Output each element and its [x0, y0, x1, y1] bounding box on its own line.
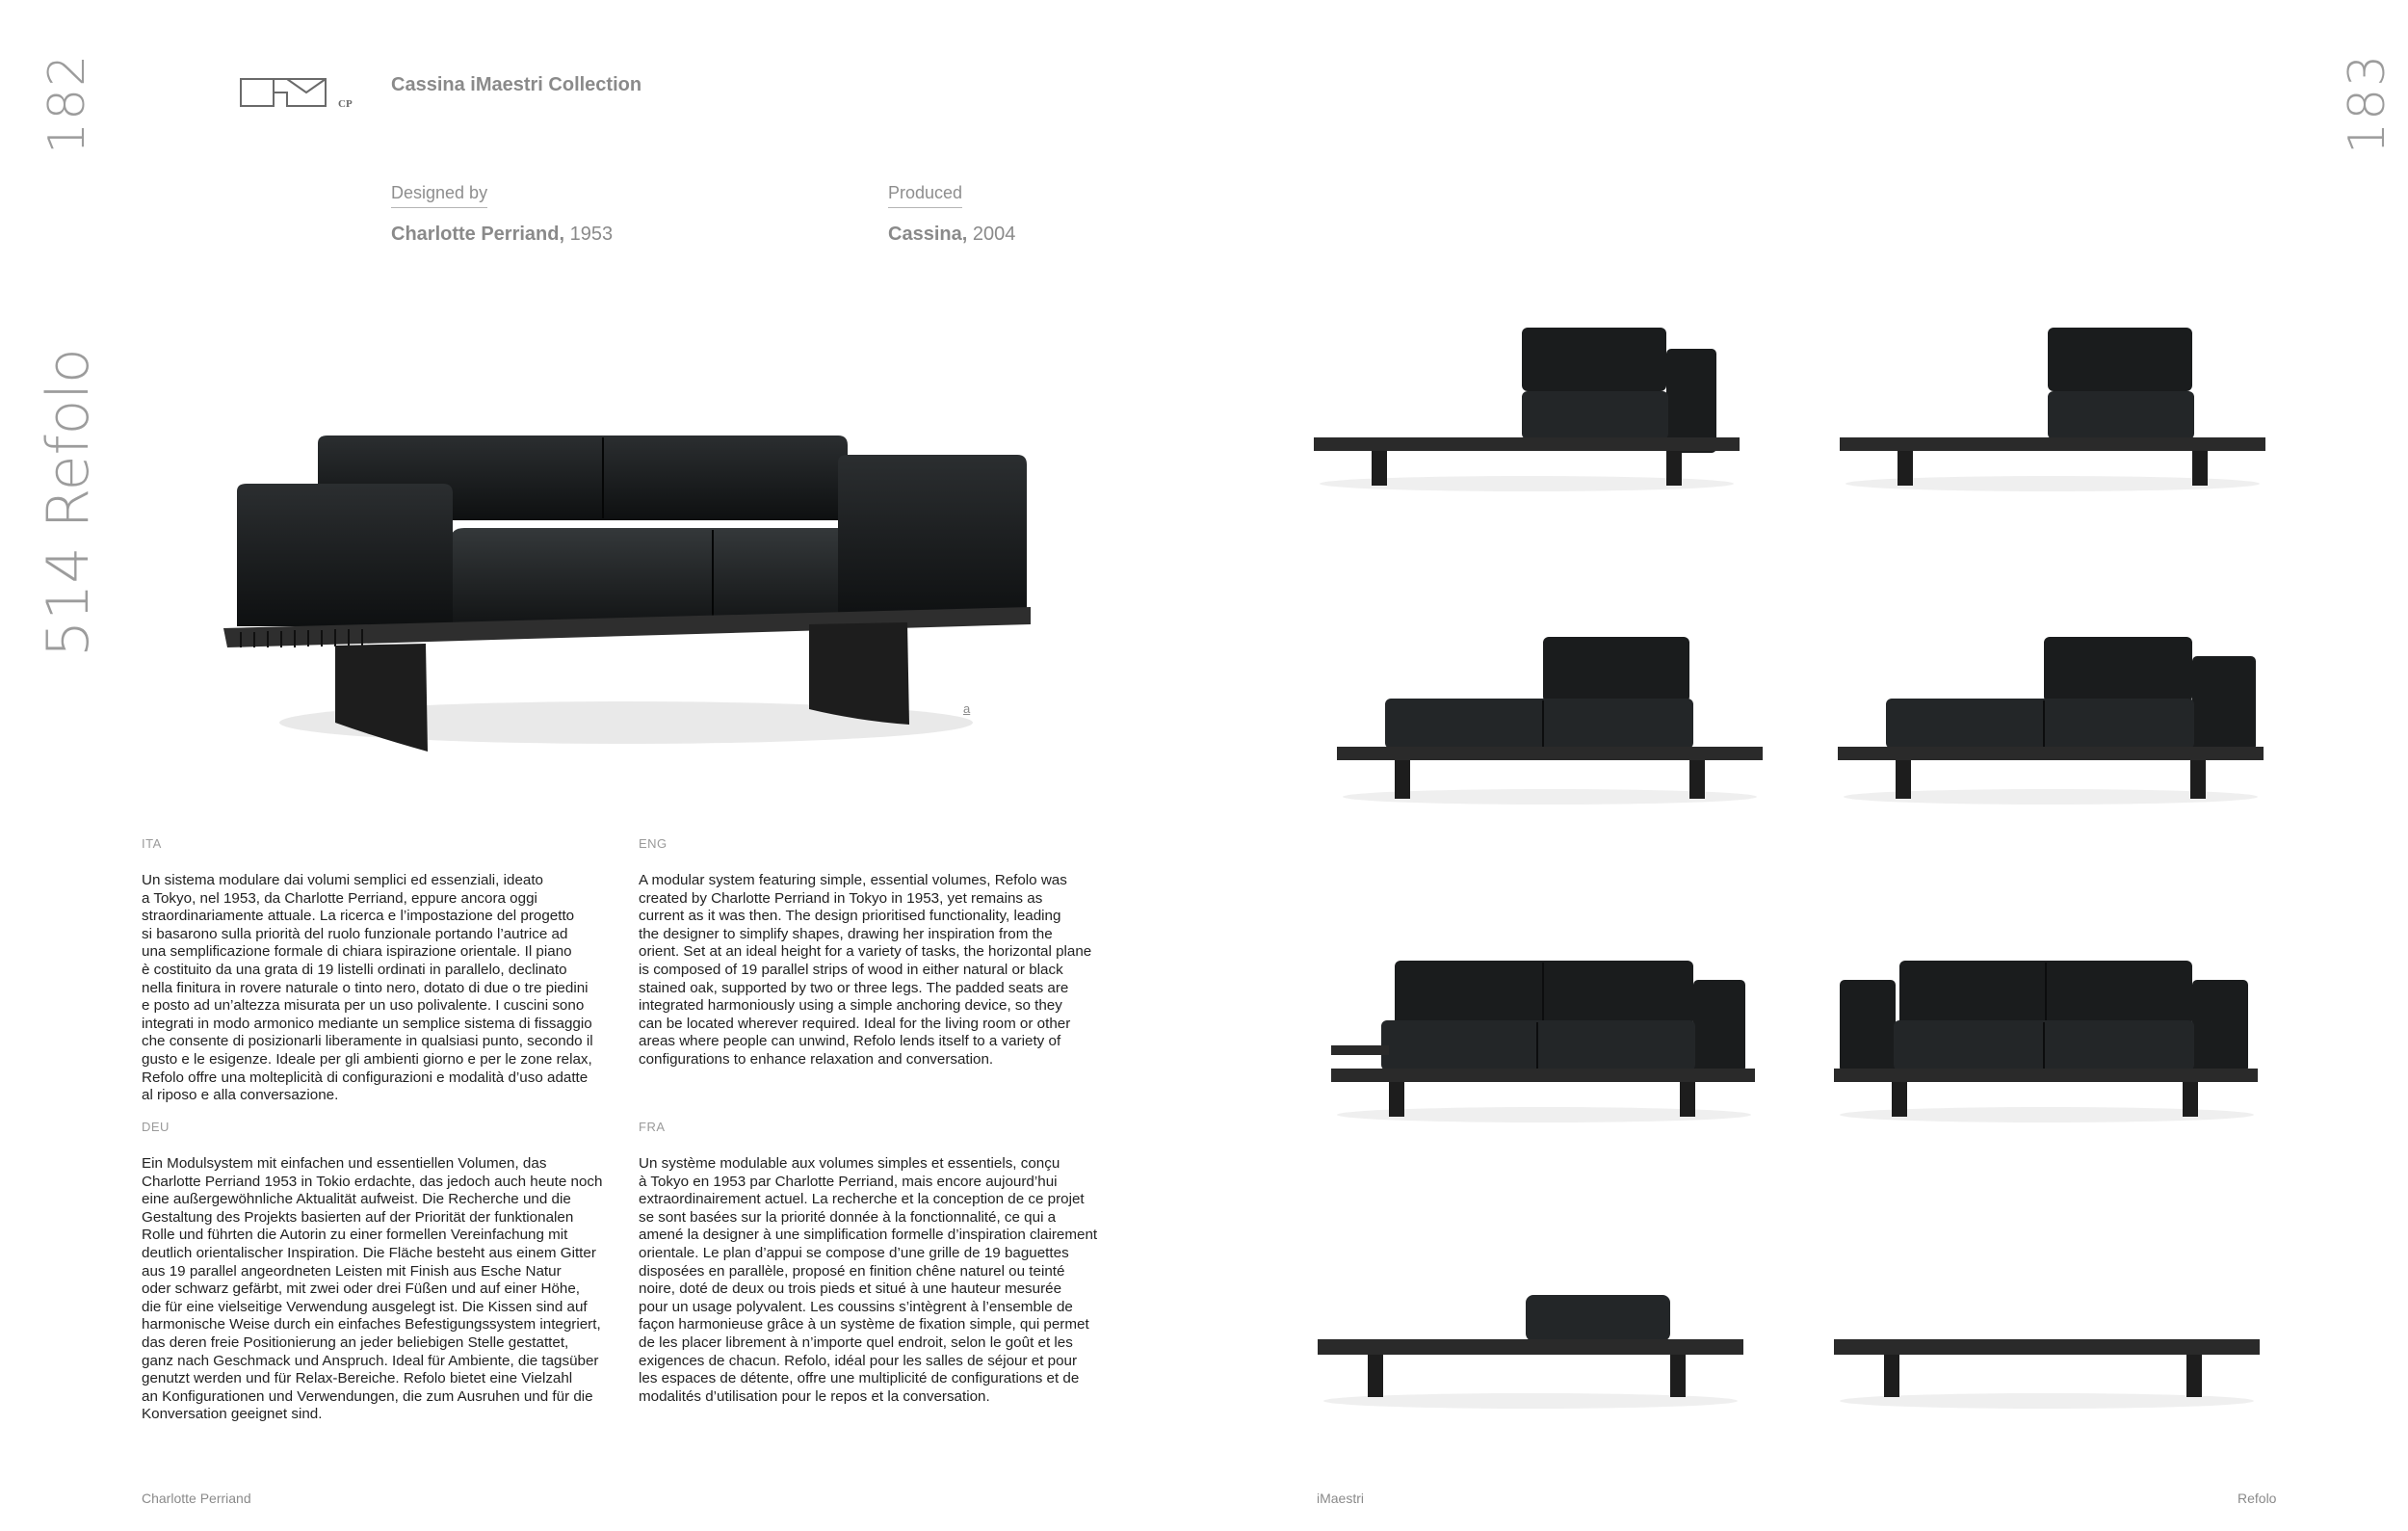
- produced-year: 2004: [972, 224, 1016, 245]
- paragraph-deu: Ein Modulsystem mit einfachen und essentiellen Volumen, das Charlotte Perriand 1953 in Tokio erdachte, das jedoch auch heute noch eine außergewöhnliche Aktualität aufweist. Die Recherche und die Gestaltung des Projekts basierten auf der Priorität der funktionalen Rolle und führten die Autorin zu einer formellen Vereinfachung mit deutlich orientalischer Inspiration. Die Fläche besteht aus einem Gitter aus 19 parallel angeordneten Leisten mit Finish aus Esche Natur oder schwarz gefärbt, mit zwei oder drei Füßen und auf einer Höhe, die für eine vielseitige Verwendung ausgelegt ist. Die Kissen sind auf harmonische Weise durch ein einfaches Befestigungssystem integriert, das deren freie Positionierung an jeder beliebigen Stelle gestattet, ganz nach Geschmack und Anspruch. Ideal für Ambiente, die tagsüber genutzt werden und für Relax-Bereiche. Refolo bietet eine Vielzahl an Konfigurationen und Verwendungen, die zum Ausruhen und für die Konversation geeignet sind.: [142, 1155, 603, 1423]
- text-block-eng: [639, 836, 1120, 1069]
- text-block-ita: [142, 836, 623, 1105]
- designed-by-block: [391, 183, 613, 246]
- paragraph-eng: A modular system featuring simple, essential volumes, Refolo was created by Charlotte Perriand in Tokyo in 1953, yet remains as current as it was then. The design prioritised functionality, leading the designer to simplify shapes, drawing her inspiration from the orient. Set at an ideal height for a variety of tasks, the horizontal plane is composed of 19 parallel strips of wood in either natural or black stained oak, supported by two or three legs. The padded seats are integrated harmoniously using a simple anchoring device, so they can be located wherever required. Ideal for the living room or other areas where people can unwind, Refolo lends itself to a variety of configurations to enhance relaxation and conversation.: [639, 872, 1092, 1068]
- designer-name: Charlotte Perriand,: [391, 224, 565, 245]
- page-number-right: 183: [2339, 52, 2396, 154]
- lang-label-fra: FRA: [639, 1120, 666, 1134]
- config-bench-chair: [1836, 318, 2269, 501]
- footer-center: iMaestri: [1317, 1491, 1365, 1506]
- lang-label-deu: DEU: [142, 1120, 170, 1134]
- producer-value: [888, 224, 1015, 246]
- footer-left: Charlotte Perriand: [142, 1491, 251, 1506]
- produced-block: [888, 183, 1015, 246]
- cp-logo-icon: [239, 71, 335, 112]
- designed-year: 1953: [569, 224, 614, 245]
- text-block-fra: [639, 1120, 1130, 1406]
- lang-label-eng: ENG: [639, 836, 667, 851]
- paragraph-ita: Un sistema modulare dai volumi semplici ed essenziali, ideato a Tokyo, nel 1953, da Charlotte Perriand, eppure ancora oggi straordinariamente attuale. La ricerca e l’impostazione del progetto si basarono sulla priorità del ruolo funzionale portando l’autrice ad una semplificazione formale di chiara ispirazione orientale. Il piano è costituito da una grata di 19 listelli ordinati in parallelo, declinato nella finitura in rovere naturale o tinto nero, dotato di due o tre piedini e posto ad un’altezza misurata per un uso polivalente. I cuscini sono integrati in modo armonico mediante un semplice sistema di fissaggio che consente di posizionarli liberamente in qualsiasi punto, secondo il gusto e le esigenze. Ideale per gli ambienti giorno e per le zone relax, Refolo offre una molteplicità di configurazioni e modalità d’uso adatte al riposo e alla conversazione.: [142, 872, 593, 1104]
- logo-text: CP: [338, 98, 353, 110]
- designer-value: [391, 224, 613, 246]
- config-bench-chair-arm: [1310, 318, 1743, 501]
- text-block-deu: [142, 1120, 623, 1424]
- config-bench-cushion: [1314, 1272, 1747, 1416]
- produced-label: Produced: [888, 183, 962, 208]
- designed-by-label: Designed by: [391, 183, 487, 208]
- paragraph-fra: Un système modulable aux volumes simples et essentiels, conçu à Tokyo en 1953 par Charlotte Perriand, mais encore aujourd’hui extraordinairement actuel. La recherche et la conception de ce projet se sont basées sur la priorité donnée à la fonctionnalité, ce qui a amené la designer à une simplification formelle d’inspiration clairement orientale. Le plan d’appui se compose d’une grille de 19 baguettes disposées en parallèle, proposé en finition chêne naturel ou teinté noire, doté de deux ou trois pieds et situé à une hauteur mesurée pour un usage polyvalent. Les coussins s’intègrent à l’ensemble de façon harmonieuse grâce à un système de fixation simple, qui permet de les placer librement à n’importe quel endroit, selon le goût et les exigences de chacun. Refolo, idéal pour les salles de séjour et pour les espaces de détente, offre une multiplicité de configurations et de modalités d’utilisation pour le repos et la conversation.: [639, 1155, 1098, 1405]
- vertical-product-title: 514 Refolo: [35, 348, 102, 657]
- config-daybed: [1333, 631, 1767, 814]
- footer-right: Refolo: [2238, 1491, 2277, 1506]
- producer-name: Cassina,: [888, 224, 968, 245]
- config-daybed-arm: [1834, 631, 2267, 814]
- config-full-sofa: [1830, 949, 2264, 1132]
- collection-title: Cassina iMaestri Collection: [391, 74, 642, 95]
- hero-caption: a: [963, 701, 971, 716]
- page-number-left: 182: [39, 52, 96, 154]
- config-plain-bench: [1830, 1272, 2264, 1416]
- hero-sofa-image: [222, 405, 1050, 771]
- config-sofa-side-table: [1327, 949, 1761, 1132]
- lang-label-ita: ITA: [142, 836, 162, 851]
